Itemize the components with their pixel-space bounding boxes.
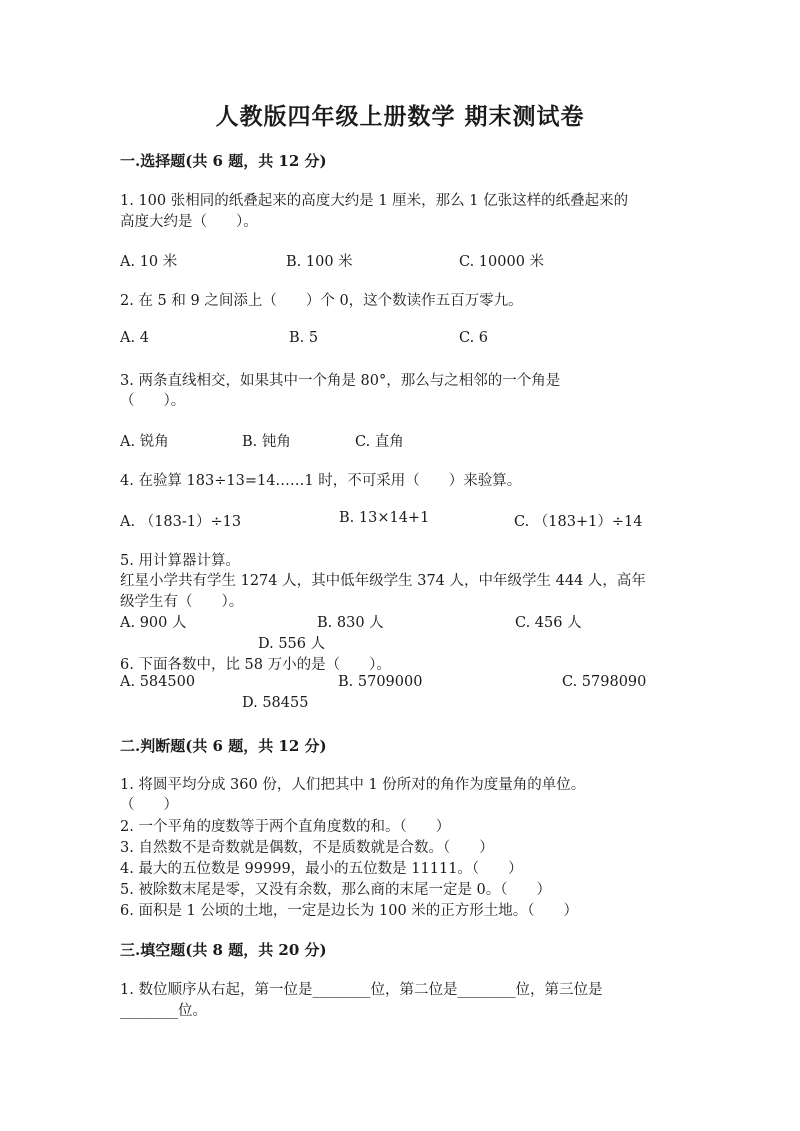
q5-line3: 级学生有（ ）。 [120, 594, 244, 610]
q5-line2: 红星小学共有学生 1274 人，其中低年级学生 374 人，中年级学生 444 人，高年 [120, 573, 646, 589]
q3-option-b: B. 钝角 [242, 434, 291, 450]
q5-option-a: A. 900 人 [120, 615, 187, 631]
q5-option-d: D. 556 人 [258, 636, 326, 652]
judgment-line-3: 3. 自然数不是奇数就是偶数，不是质数就是合数。（ ） [120, 840, 494, 856]
q2-option-a: A. 4 [120, 330, 149, 346]
q1-line1: 1. 100 张相同的纸叠起来的高度大约是 1 厘米，那么 1 亿张这样的纸叠起来的 [120, 193, 629, 209]
q2-line1: 2. 在 5 和 9 之间添上（ ）个 0，这个数读作五百万零九。 [120, 293, 523, 309]
q2-option-c: C. 6 [459, 330, 489, 346]
q3-option-a: A. 锐角 [120, 434, 169, 450]
q1-option-c: C. 10000 米 [459, 254, 545, 270]
q4-option-c: C. （183+1）÷14 [514, 514, 643, 530]
q6-option-c: C. 5798090 [562, 674, 647, 690]
judgment-line-4: 4. 最大的五位数是 99999，最小的五位数是 11111。（ ） [120, 861, 523, 877]
q6-option-a: A. 584500 [120, 674, 196, 690]
judgment-line-1b: （ ） [120, 797, 178, 813]
q6-option-d: D. 58455 [242, 695, 309, 711]
q4-line1: 4. 在验算 183÷13=14……1 时，不可采用（ ）来验算。 [120, 473, 522, 489]
judgment-line-5: 5. 被除数末尾是零，又没有余数，那么商的末尾一定是 0。（ ） [120, 882, 552, 898]
q6-option-b: B. 5709000 [338, 674, 423, 690]
fill-line-1b: ________位。 [120, 1003, 207, 1019]
judgment-line-2: 2. 一个平角的度数等于两个直角度数的和。（ ） [120, 819, 451, 835]
section-heading-judgment: 二.判断题(共 6 题，共 12 分) [120, 737, 327, 755]
q1-line2: 高度大约是（ ）。 [120, 214, 258, 230]
q5-option-b: B. 830 人 [317, 615, 384, 631]
page-title: 人教版四年级上册数学 期末测试卷 [215, 103, 585, 130]
q1-option-a: A. 10 米 [120, 254, 178, 270]
q3-option-c: C. 直角 [355, 434, 404, 450]
judgment-line-1: 1. 将圆平均分成 360 份，人们把其中 1 份所对的角作为度量角的单位。 [120, 777, 586, 793]
q5-line1: 5. 用计算器计算。 [120, 553, 240, 569]
q1-option-b: B. 100 米 [286, 254, 353, 270]
section-heading-choice: 一.选择题(共 6 题，共 12 分) [120, 152, 327, 170]
q4-option-a: A. （183-1）÷13 [120, 514, 242, 530]
q5-option-c: C. 456 人 [515, 615, 582, 631]
q2-option-b: B. 5 [289, 330, 319, 346]
q6-line1: 6. 下面各数中，比 58 万小的是（ ）。 [120, 657, 391, 673]
q3-line1: 3. 两条直线相交，如果其中一个角是 80°，那么与之相邻的一个角是 [120, 373, 561, 389]
fill-line-1: 1. 数位顺序从右起，第一位是________位，第二位是________位，第三位是 [120, 982, 603, 998]
q4-option-b: B. 13×14+1 [339, 510, 430, 526]
judgment-line-6: 6. 面积是 1 公顷的土地，一定是边长为 100 米的正方形土地。（ ） [120, 903, 579, 919]
q3-line2: （ ）。 [120, 393, 186, 409]
section-heading-fill: 三.填空题(共 8 题，共 20 分) [120, 941, 327, 959]
